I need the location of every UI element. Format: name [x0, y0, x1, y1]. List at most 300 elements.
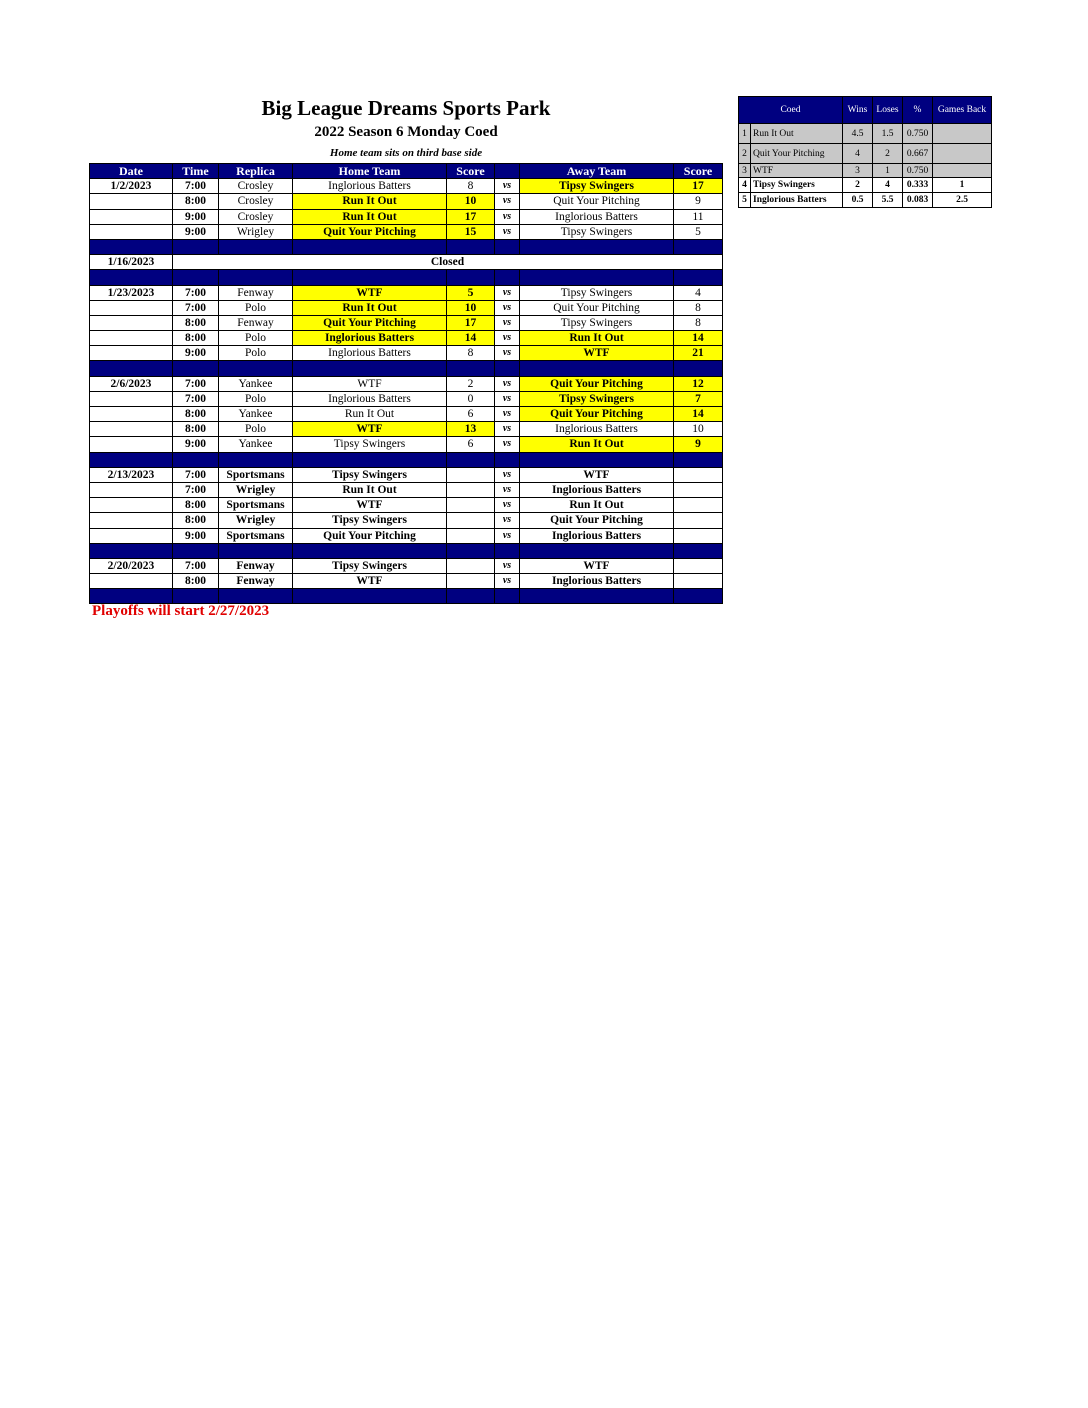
game-row [90, 498, 723, 513]
home-score-cell: 15 [447, 224, 495, 239]
away-team-cell: Tipsy Swingers [520, 179, 674, 194]
home-team-cell: Inglorious Batters [293, 346, 447, 361]
game-row [90, 194, 723, 209]
away-score-cell: 7 [674, 391, 723, 406]
separator-cell [90, 589, 173, 604]
week-separator-row [90, 452, 723, 467]
col-replica-header: Replica [219, 164, 293, 179]
game-row [90, 467, 723, 482]
standings-wins-header: Wins [843, 97, 873, 124]
game-row [90, 558, 723, 573]
time-cell: 7:00 [173, 391, 219, 406]
game-row [90, 482, 723, 497]
home-team-cell: Run It Out [293, 194, 447, 209]
date-cell [90, 407, 173, 422]
home-team-cell: WTF [293, 376, 447, 391]
standings-games-back-cell [933, 124, 992, 144]
game-row [90, 437, 723, 452]
away-score-cell: 4 [674, 285, 723, 300]
replica-field-cell: Polo [219, 300, 293, 315]
home-team-cell: Tipsy Swingers [293, 513, 447, 528]
standings-team-cell: Tipsy Swingers [751, 178, 843, 193]
home-score-cell: 13 [447, 422, 495, 437]
vs-cell: vs [495, 179, 520, 194]
vs-cell: vs [495, 528, 520, 543]
standings-games-back-header: Games Back [933, 97, 992, 124]
away-team-cell: Quit Your Pitching [520, 194, 674, 209]
home-score-cell [447, 574, 495, 589]
standings-rank-cell: 5 [739, 193, 751, 208]
date-cell [90, 482, 173, 497]
away-score-cell: 14 [674, 331, 723, 346]
away-score-cell [674, 482, 723, 497]
away-team-cell: WTF [520, 467, 674, 482]
home-score-cell: 2 [447, 376, 495, 391]
vs-cell: vs [495, 331, 520, 346]
separator-cell [173, 589, 219, 604]
home-score-cell [447, 482, 495, 497]
time-cell: 9:00 [173, 224, 219, 239]
separator-cell [520, 239, 674, 254]
game-row [90, 407, 723, 422]
separator-cell [495, 452, 520, 467]
time-cell: 8:00 [173, 513, 219, 528]
away-score-cell: 9 [674, 194, 723, 209]
home-team-cell: Tipsy Swingers [293, 558, 447, 573]
separator-cell [674, 543, 723, 558]
closed-cell: Closed [173, 255, 723, 270]
separator-cell [447, 543, 495, 558]
separator-cell [447, 452, 495, 467]
away-score-cell [674, 574, 723, 589]
away-team-cell: Inglorious Batters [520, 574, 674, 589]
standings-row [739, 124, 992, 144]
week-separator-row [90, 589, 723, 604]
date-cell [90, 528, 173, 543]
game-row [90, 574, 723, 589]
game-row [90, 224, 723, 239]
replica-field-cell: Polo [219, 391, 293, 406]
separator-cell [495, 270, 520, 285]
standings-wins-cell: 0.5 [843, 193, 873, 208]
home-score-cell: 0 [447, 391, 495, 406]
date-cell: 2/13/2023 [90, 467, 173, 482]
time-cell: 7:00 [173, 558, 219, 573]
date-cell [90, 513, 173, 528]
standings-losses-cell: 2 [873, 144, 903, 164]
replica-field-cell: Yankee [219, 376, 293, 391]
separator-cell [520, 589, 674, 604]
col-home-team-header: Home Team [293, 164, 447, 179]
away-score-cell [674, 498, 723, 513]
standings-row [739, 178, 992, 193]
away-team-cell: Inglorious Batters [520, 482, 674, 497]
vs-cell: vs [495, 422, 520, 437]
game-row [90, 528, 723, 543]
away-team-cell: Tipsy Swingers [520, 391, 674, 406]
separator-cell [219, 452, 293, 467]
standings-losses-header: Loses [873, 97, 903, 124]
home-score-cell [447, 498, 495, 513]
away-score-cell: 21 [674, 346, 723, 361]
date-cell [90, 346, 173, 361]
standings-wins-cell: 4.5 [843, 124, 873, 144]
home-score-cell: 10 [447, 194, 495, 209]
game-row [90, 513, 723, 528]
standings-wins-cell: 3 [843, 164, 873, 178]
time-cell: 8:00 [173, 574, 219, 589]
game-row [90, 179, 723, 194]
away-team-cell: WTF [520, 558, 674, 573]
home-team-cell: Run It Out [293, 300, 447, 315]
standings-row [739, 144, 992, 164]
time-cell: 9:00 [173, 437, 219, 452]
time-cell: 8:00 [173, 331, 219, 346]
replica-field-cell: Sportsmans [219, 467, 293, 482]
standings-team-cell: Quit Your Pitching [751, 144, 843, 164]
away-score-cell [674, 528, 723, 543]
standings-wins-cell: 2 [843, 178, 873, 193]
separator-cell [90, 452, 173, 467]
separator-cell [90, 239, 173, 254]
standings-team-cell: Inglorious Batters [751, 193, 843, 208]
home-score-cell [447, 467, 495, 482]
time-cell: 8:00 [173, 194, 219, 209]
date-cell [90, 209, 173, 224]
date-cell [90, 331, 173, 346]
home-score-cell: 5 [447, 285, 495, 300]
standings-rank-cell: 1 [739, 124, 751, 144]
home-team-cell: Run It Out [293, 407, 447, 422]
vs-cell: vs [495, 346, 520, 361]
vs-cell: vs [495, 467, 520, 482]
separator-cell [293, 270, 447, 285]
game-row [90, 285, 723, 300]
schedule-table [89, 163, 723, 604]
separator-cell [674, 270, 723, 285]
separator-cell [173, 543, 219, 558]
page-subtitle: 2022 Season 6 Monday Coed [314, 124, 498, 140]
standings-games-back-cell: 1 [933, 178, 992, 193]
replica-field-cell: Wrigley [219, 513, 293, 528]
separator-cell [495, 543, 520, 558]
game-row [90, 376, 723, 391]
vs-cell: vs [495, 558, 520, 573]
separator-cell [520, 543, 674, 558]
separator-cell [219, 589, 293, 604]
week-separator-row [90, 239, 723, 254]
closed-row [90, 255, 723, 270]
home-score-cell: 6 [447, 437, 495, 452]
away-team-cell: Tipsy Swingers [520, 224, 674, 239]
col-away-score-header: Score [674, 164, 723, 179]
date-cell [90, 315, 173, 330]
away-team-cell: Quit Your Pitching [520, 407, 674, 422]
separator-cell [293, 452, 447, 467]
standings-pct-cell: 0.083 [903, 193, 933, 208]
playoffs-notice: Playoffs will start 2/27/2023 [92, 603, 270, 619]
separator-cell [674, 589, 723, 604]
replica-field-cell: Crosley [219, 194, 293, 209]
away-score-cell: 11 [674, 209, 723, 224]
schedule-header-row [90, 164, 723, 179]
time-cell: 7:00 [173, 482, 219, 497]
replica-field-cell: Yankee [219, 407, 293, 422]
separator-cell [90, 361, 173, 376]
standings-losses-cell: 1 [873, 164, 903, 178]
separator-cell [173, 361, 219, 376]
date-cell [90, 422, 173, 437]
vs-cell: vs [495, 513, 520, 528]
home-team-cell: WTF [293, 422, 447, 437]
game-row [90, 209, 723, 224]
home-team-cell: Tipsy Swingers [293, 437, 447, 452]
away-score-cell: 14 [674, 407, 723, 422]
standings-games-back-cell [933, 144, 992, 164]
time-cell: 7:00 [173, 376, 219, 391]
home-score-cell: 6 [447, 407, 495, 422]
away-score-cell: 9 [674, 437, 723, 452]
standings-rank-cell: 4 [739, 178, 751, 193]
standings-rank-cell: 2 [739, 144, 751, 164]
game-row [90, 346, 723, 361]
standings-rank-cell: 3 [739, 164, 751, 178]
standings-row [739, 193, 992, 208]
standings-pct-cell: 0.750 [903, 124, 933, 144]
time-cell: 8:00 [173, 315, 219, 330]
vs-cell: vs [495, 209, 520, 224]
date-cell: 1/2/2023 [90, 179, 173, 194]
away-team-cell: Run It Out [520, 437, 674, 452]
standings-division-header: Coed [739, 97, 843, 124]
time-cell: 8:00 [173, 407, 219, 422]
separator-cell [293, 361, 447, 376]
date-cell [90, 391, 173, 406]
date-cell [90, 437, 173, 452]
date-cell: 2/20/2023 [90, 558, 173, 573]
home-team-cell: Inglorious Batters [293, 391, 447, 406]
vs-cell: vs [495, 498, 520, 513]
away-team-cell: Inglorious Batters [520, 209, 674, 224]
home-team-cell: WTF [293, 574, 447, 589]
date-cell [90, 300, 173, 315]
standings-team-cell: Run It Out [751, 124, 843, 144]
separator-cell [674, 239, 723, 254]
replica-field-cell: Polo [219, 346, 293, 361]
away-score-cell [674, 558, 723, 573]
time-cell: 8:00 [173, 422, 219, 437]
home-team-cell: WTF [293, 285, 447, 300]
home-score-cell [447, 528, 495, 543]
separator-cell [495, 361, 520, 376]
separator-cell [447, 589, 495, 604]
away-team-cell: Quit Your Pitching [520, 300, 674, 315]
date-cell [90, 224, 173, 239]
home-score-cell: 17 [447, 209, 495, 224]
home-team-cell: Inglorious Batters [293, 331, 447, 346]
home-score-cell [447, 513, 495, 528]
away-team-cell: Inglorious Batters [520, 528, 674, 543]
time-cell: 9:00 [173, 209, 219, 224]
vs-cell: vs [495, 300, 520, 315]
vs-cell: vs [495, 437, 520, 452]
game-row [90, 391, 723, 406]
standings-pct-header: % [903, 97, 933, 124]
standings-losses-cell: 4 [873, 178, 903, 193]
replica-field-cell: Fenway [219, 558, 293, 573]
date-cell [90, 498, 173, 513]
game-row [90, 300, 723, 315]
game-row [90, 422, 723, 437]
game-row [90, 315, 723, 330]
home-team-cell: Quit Your Pitching [293, 224, 447, 239]
separator-cell [447, 361, 495, 376]
away-team-cell: Run It Out [520, 498, 674, 513]
replica-field-cell: Sportsmans [219, 498, 293, 513]
standings-header-row [739, 97, 992, 124]
separator-cell [674, 361, 723, 376]
date-cell: 1/23/2023 [90, 285, 173, 300]
game-row [90, 331, 723, 346]
date-cell: 2/6/2023 [90, 376, 173, 391]
away-score-cell: 5 [674, 224, 723, 239]
separator-cell [293, 589, 447, 604]
standings-team-cell: WTF [751, 164, 843, 178]
separator-cell [90, 543, 173, 558]
home-score-cell: 14 [447, 331, 495, 346]
week-separator-row [90, 270, 723, 285]
separator-cell [520, 270, 674, 285]
standings-table [738, 96, 992, 208]
separator-cell [293, 239, 447, 254]
date-cell: 1/16/2023 [90, 255, 173, 270]
separator-cell [447, 239, 495, 254]
away-team-cell: WTF [520, 346, 674, 361]
week-separator-row [90, 543, 723, 558]
away-score-cell: 10 [674, 422, 723, 437]
time-cell: 7:00 [173, 467, 219, 482]
replica-field-cell: Fenway [219, 285, 293, 300]
standings-row [739, 164, 992, 178]
standings-pct-cell: 0.333 [903, 178, 933, 193]
standings-games-back-cell: 2.5 [933, 193, 992, 208]
replica-field-cell: Sportsmans [219, 528, 293, 543]
separator-cell [495, 239, 520, 254]
time-cell: 8:00 [173, 498, 219, 513]
vs-cell: vs [495, 224, 520, 239]
standings-wins-cell: 4 [843, 144, 873, 164]
away-team-cell: Quit Your Pitching [520, 376, 674, 391]
home-team-cell: Run It Out [293, 209, 447, 224]
standings-games-back-cell [933, 164, 992, 178]
col-away-team-header: Away Team [520, 164, 674, 179]
time-cell: 7:00 [173, 285, 219, 300]
replica-field-cell: Polo [219, 422, 293, 437]
col-date-header: Date [90, 164, 173, 179]
date-cell [90, 194, 173, 209]
away-team-cell: Tipsy Swingers [520, 285, 674, 300]
time-cell: 7:00 [173, 300, 219, 315]
separator-cell [173, 239, 219, 254]
time-cell: 9:00 [173, 346, 219, 361]
separator-cell [219, 543, 293, 558]
separator-cell [520, 452, 674, 467]
home-team-cell: Run It Out [293, 482, 447, 497]
away-team-cell: Quit Your Pitching [520, 513, 674, 528]
vs-cell: vs [495, 285, 520, 300]
separator-cell [219, 270, 293, 285]
away-score-cell: 8 [674, 300, 723, 315]
home-score-cell: 17 [447, 315, 495, 330]
replica-field-cell: Polo [219, 331, 293, 346]
date-cell [90, 574, 173, 589]
home-team-cell: Quit Your Pitching [293, 315, 447, 330]
col-home-score-header: Score [447, 164, 495, 179]
home-team-cell: Quit Your Pitching [293, 528, 447, 543]
separator-cell [173, 452, 219, 467]
home-score-cell: 10 [447, 300, 495, 315]
home-team-note: Home team sits on third base side [329, 147, 483, 159]
separator-cell [520, 361, 674, 376]
away-score-cell: 12 [674, 376, 723, 391]
away-team-cell: Run It Out [520, 331, 674, 346]
away-score-cell [674, 467, 723, 482]
home-score-cell [447, 558, 495, 573]
separator-cell [674, 452, 723, 467]
separator-cell [447, 270, 495, 285]
vs-cell: vs [495, 482, 520, 497]
replica-field-cell: Fenway [219, 574, 293, 589]
vs-cell: vs [495, 407, 520, 422]
separator-cell [173, 270, 219, 285]
time-cell: 9:00 [173, 528, 219, 543]
replica-field-cell: Crosley [219, 209, 293, 224]
home-score-cell: 8 [447, 346, 495, 361]
home-team-cell: Tipsy Swingers [293, 467, 447, 482]
replica-field-cell: Yankee [219, 437, 293, 452]
away-score-cell: 17 [674, 179, 723, 194]
vs-cell: vs [495, 315, 520, 330]
away-score-cell: 8 [674, 315, 723, 330]
away-team-cell: Inglorious Batters [520, 422, 674, 437]
col-vs-header [495, 164, 520, 179]
home-team-cell: WTF [293, 498, 447, 513]
separator-cell [293, 543, 447, 558]
separator-cell [219, 361, 293, 376]
standings-losses-cell: 5.5 [873, 193, 903, 208]
home-score-cell: 8 [447, 179, 495, 194]
separator-cell [219, 239, 293, 254]
replica-field-cell: Fenway [219, 315, 293, 330]
away-score-cell [674, 513, 723, 528]
standings-losses-cell: 1.5 [873, 124, 903, 144]
week-separator-row [90, 361, 723, 376]
col-time-header: Time [173, 164, 219, 179]
home-team-cell: Inglorious Batters [293, 179, 447, 194]
replica-field-cell: Wrigley [219, 482, 293, 497]
replica-field-cell: Wrigley [219, 224, 293, 239]
page-title: Big League Dreams Sports Park [261, 96, 551, 120]
separator-cell [90, 270, 173, 285]
standings-pct-cell: 0.750 [903, 164, 933, 178]
time-cell: 7:00 [173, 179, 219, 194]
away-team-cell: Tipsy Swingers [520, 315, 674, 330]
replica-field-cell: Crosley [219, 179, 293, 194]
separator-cell [495, 589, 520, 604]
vs-cell: vs [495, 376, 520, 391]
vs-cell: vs [495, 574, 520, 589]
vs-cell: vs [495, 391, 520, 406]
